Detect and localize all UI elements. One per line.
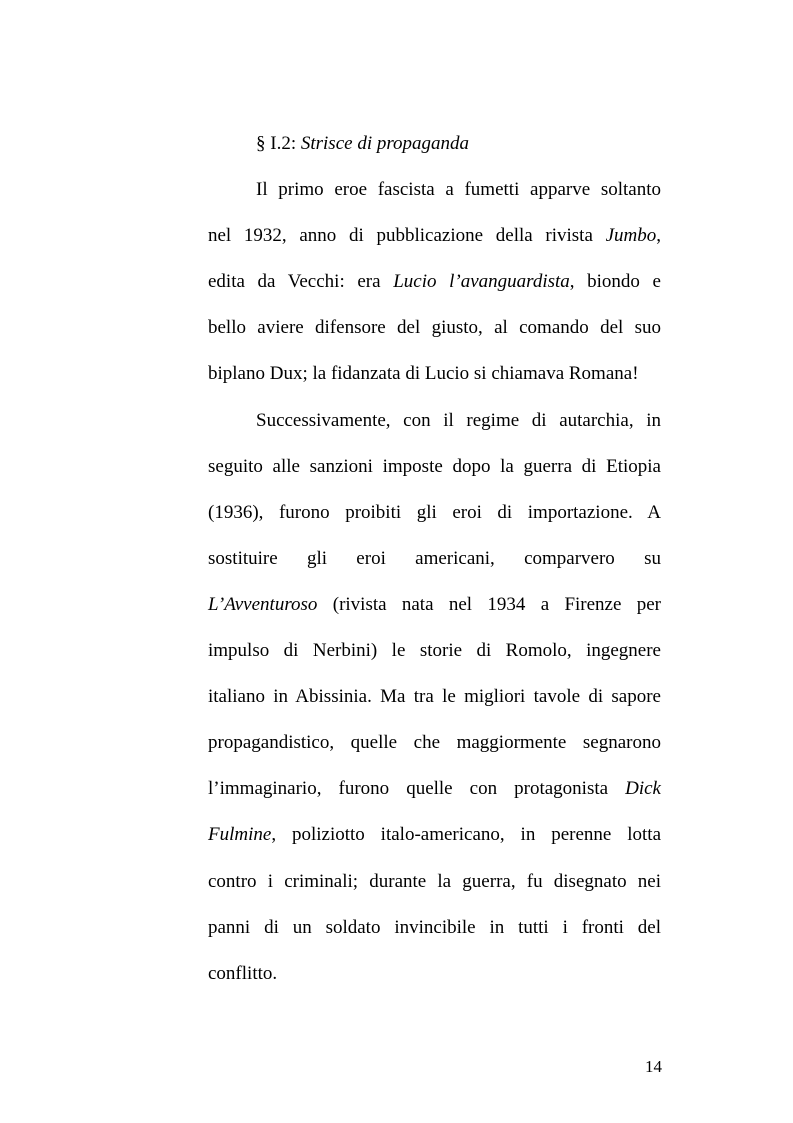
paragraph-line: [208, 270, 661, 294]
italic-text: Jumbo: [605, 225, 657, 246]
paragraph-line: [208, 224, 661, 248]
text-run: l’immaginario, furono quelle con protagonista: [208, 778, 626, 799]
paragraph-line: [256, 409, 661, 433]
paragraph-line: [208, 777, 661, 801]
paragraph-line: [208, 870, 661, 894]
italic-text: L’Avventuroso: [208, 594, 318, 615]
paragraph-line: [208, 916, 661, 940]
text-run: ,: [656, 225, 661, 246]
text-run: Il primo eroe fascista a fumetti apparve soltanto: [256, 179, 661, 200]
text-run: panni di un soldato invincibile in tutti i fronti del: [208, 917, 661, 938]
text-run: conflitto.: [208, 963, 278, 984]
paragraph-line: [208, 455, 661, 479]
paragraph-line: [208, 501, 661, 525]
paragraph-line: [208, 316, 661, 340]
paragraph-line: [208, 639, 661, 663]
paragraph-line: [256, 178, 661, 202]
paragraph-line: [208, 593, 661, 617]
paragraph-line: [208, 962, 661, 986]
text-run: (1936), furono proibiti gli eroi di importazione. A: [208, 502, 661, 523]
text-run: seguito alle sanzioni imposte dopo la guerra di Etiopia: [208, 456, 661, 477]
text-run: propagandistico, quelle che maggiormente segnarono: [208, 732, 661, 753]
text-run: bello aviere difensore del giusto, al comando del suo: [208, 317, 661, 338]
text-run: biplano Dux; la fidanzata di Lucio si chiamava Romana!: [208, 363, 639, 384]
text-run: , poliziotto italo-americano, in perenne lotta: [271, 824, 661, 845]
paragraph-line: [208, 547, 661, 571]
section-heading: [256, 132, 469, 156]
paragraph-line: [208, 685, 661, 709]
text-run: , biondo e: [569, 271, 661, 292]
paragraph-line: [208, 731, 661, 755]
text-run: italiano in Abissinia. Ma tra le migliori tavole di sapore: [208, 686, 661, 707]
section-number: § I.2:: [256, 133, 301, 154]
paragraph-line: [208, 823, 661, 847]
text-run: impulso di Nerbini) le storie di Romolo, ingegnere: [208, 640, 661, 661]
text-run: edita da Vecchi: era: [208, 271, 394, 292]
text-run: (rivista nata nel 1934 a Firenze per: [317, 594, 661, 615]
text-run: contro i criminali; durante la guerra, fu disegnato nei: [208, 871, 661, 892]
italic-text: Fulmine: [208, 824, 272, 845]
text-run: nel 1932, anno di pubblicazione della rivista: [208, 225, 606, 246]
italic-text: Lucio l’avanguardista: [393, 271, 570, 292]
section-title: Strisce di propaganda: [300, 133, 470, 154]
italic-text: Dick: [625, 778, 661, 799]
text-run: Successivamente, con il regime di autarchia, in: [256, 410, 661, 431]
paragraph-line: [208, 362, 661, 386]
page-number: 14: [645, 1057, 662, 1076]
text-run: sostituire gli eroi americani, comparvero su: [208, 548, 661, 569]
